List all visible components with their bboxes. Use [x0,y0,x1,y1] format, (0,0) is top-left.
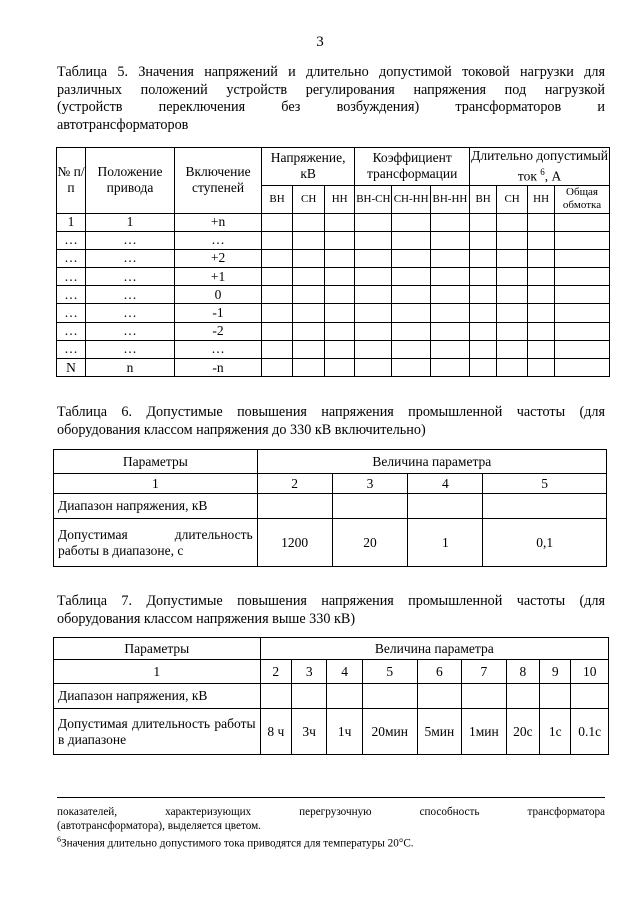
t7-num-9: 9 [540,660,571,684]
sub-nn: НН [325,185,355,213]
t6-dur-2: 1200 [257,519,332,567]
empty-cell [325,249,355,267]
empty-cell [325,304,355,322]
header-position: Положение привода [85,148,174,214]
t7-row-range: Диапазон напряжения, кВ [54,684,261,709]
empty-cell [470,304,497,322]
t7-dur-9: 1с [540,709,571,755]
empty-cell [528,340,555,358]
t7-num-3: 3 [291,660,326,684]
t6-num-5: 5 [483,474,607,494]
empty-cell [555,304,610,322]
empty-cell [260,684,291,709]
empty-cell [293,231,325,249]
empty-cell [325,268,355,286]
empty-cell [293,359,325,377]
row-position: … [85,231,174,249]
empty-cell [528,286,555,304]
empty-cell [392,268,430,286]
t7-num-6: 6 [417,660,462,684]
sub-sn: СН [293,185,325,213]
sub-vn-nn: ВН-НН [430,185,469,213]
row-position: … [85,268,174,286]
table7 [53,637,609,755]
empty-cell [392,304,430,322]
empty-cell [355,286,392,304]
empty-cell [555,249,610,267]
empty-cell [497,304,528,322]
row-step: -n [175,359,262,377]
empty-cell [262,249,293,267]
row-position: … [85,249,174,267]
empty-cell [392,359,430,377]
empty-cell [528,322,555,340]
row-position: … [85,322,174,340]
t7-header-value: Величина параметра [260,638,608,660]
empty-cell [470,340,497,358]
empty-cell [325,286,355,304]
sub-vn-sn: ВН-СН [355,185,392,213]
empty-cell [430,231,469,249]
t6-header-value: Величина параметра [257,450,606,474]
sub-vn-current: ВН [470,185,497,213]
row-step: … [175,340,262,358]
t7-num-8: 8 [506,660,539,684]
sub-total-winding: Общая обмотка [555,185,610,213]
empty-cell [325,231,355,249]
footnote-6: $^6$Значения длительно допустимого тока приводятся для температуры 20°С. [57,835,414,850]
empty-cell [528,231,555,249]
t6-dur-3: 20 [332,519,408,567]
empty-cell [293,340,325,358]
table-row [57,286,610,304]
empty-cell [392,340,430,358]
row-no: N [57,359,86,377]
t6-num-2: 2 [257,474,332,494]
row-no: … [57,304,86,322]
empty-cell [497,249,528,267]
empty-cell [327,684,362,709]
t7-num-10: 10 [571,660,609,684]
empty-cell [417,684,462,709]
empty-cell [470,322,497,340]
empty-cell [362,684,417,709]
empty-cell [262,359,293,377]
empty-cell [470,231,497,249]
empty-cell [497,231,528,249]
row-no: 1 [57,213,86,231]
empty-cell [555,268,610,286]
row-step: -2 [175,322,262,340]
empty-cell [355,304,392,322]
empty-cell [293,213,325,231]
empty-cell [262,231,293,249]
row-no: … [57,322,86,340]
row-no: … [57,286,86,304]
t6-row-range: Диапазон напряжения, кВ [54,494,258,519]
footnote-rule [57,797,605,798]
empty-cell [355,213,392,231]
empty-cell [528,213,555,231]
empty-cell [470,286,497,304]
row-no: … [57,340,86,358]
row-step: +n [175,213,262,231]
empty-cell [462,684,507,709]
header-steps: Включение ступеней [175,148,262,214]
empty-cell [430,213,469,231]
empty-cell [291,684,326,709]
empty-cell [262,322,293,340]
empty-cell [430,249,469,267]
empty-cell [497,286,528,304]
empty-cell [497,268,528,286]
empty-cell [392,213,430,231]
t7-num-1: 1 [54,660,261,684]
empty-cell [555,359,610,377]
empty-cell [470,268,497,286]
empty-cell [392,231,430,249]
empty-cell [555,231,610,249]
table5-caption: Таблица 5. Значения напряжений и длительно допустимой токовой нагрузки для различных положений устройств регулирования напряжения под нагрузкой (устройств переключения без возбуждения) трансформаторов и автотрансформаторов [57,64,605,133]
empty-cell [555,213,610,231]
empty-cell [497,213,528,231]
empty-cell [506,684,539,709]
table5 [56,147,610,377]
empty-cell [497,340,528,358]
t7-num-4: 4 [327,660,362,684]
table-row [57,268,610,286]
row-no: … [57,268,86,286]
row-no: … [57,249,86,267]
table-row [57,213,610,231]
table-row [57,231,610,249]
t7-dur-5: 20мин [362,709,417,755]
empty-cell [262,213,293,231]
empty-cell [528,359,555,377]
empty-cell [262,286,293,304]
row-step: … [175,231,262,249]
table6 [53,449,607,567]
t7-dur-6: 5мин [417,709,462,755]
t7-num-5: 5 [362,660,417,684]
empty-cell [430,322,469,340]
t7-row-duration: Допустимая длительность работы в диапазоне [54,709,261,755]
empty-cell [392,322,430,340]
header-current: Длительно допустимый ток $^6$, А [471,148,608,184]
row-position: n [85,359,174,377]
empty-cell [355,249,392,267]
table7-caption: Таблица 7. Допустимые повышения напряжения промышленной частоты (для оборудования классом напряжения выше 330 кВ) [57,593,605,627]
t7-dur-8: 20с [506,709,539,755]
row-position: … [85,286,174,304]
row-step: +2 [175,249,262,267]
t6-dur-4: 1 [408,519,483,567]
empty-cell [392,286,430,304]
empty-cell [293,268,325,286]
empty-cell [325,322,355,340]
empty-cell [293,304,325,322]
t7-dur-4: 1ч [327,709,362,755]
t6-header-params: Параметры [54,450,258,474]
empty-cell [430,359,469,377]
row-step: 0 [175,286,262,304]
sub-sn-nn: СН-НН [392,185,430,213]
row-position: … [85,304,174,322]
t6-num-3: 3 [332,474,408,494]
sub-nn-current: НН [528,185,555,213]
sub-sn-current: СН [497,185,528,213]
table-row [57,340,610,358]
row-no: … [57,231,86,249]
row-position: 1 [85,213,174,231]
t7-dur-3: 3ч [291,709,326,755]
empty-cell [293,286,325,304]
empty-cell [528,249,555,267]
empty-cell [555,286,610,304]
t7-num-7: 7 [462,660,507,684]
empty-cell [325,359,355,377]
row-position: … [85,340,174,358]
empty-cell [497,322,528,340]
row-step: -1 [175,304,262,322]
empty-cell [430,304,469,322]
empty-cell [470,213,497,231]
t7-dur-2: 8 ч [260,709,291,755]
t6-num-1: 1 [54,474,258,494]
empty-cell [571,684,609,709]
empty-cell [262,340,293,358]
sub-vn: ВН [262,185,293,213]
empty-cell [325,213,355,231]
empty-cell [528,268,555,286]
empty-cell [430,340,469,358]
empty-cell [497,359,528,377]
table-row [57,359,610,377]
t7-header-params: Параметры [54,638,261,660]
empty-cell [430,268,469,286]
empty-cell [355,322,392,340]
empty-cell [355,340,392,358]
row-step: +1 [175,268,262,286]
t6-row-duration: Допустимая длительность работы в диапазоне, с [54,519,258,567]
empty-cell [293,249,325,267]
empty-cell [540,684,571,709]
empty-cell [262,304,293,322]
empty-cell [325,340,355,358]
empty-cell [555,322,610,340]
table-row [57,304,610,322]
empty-cell [355,231,392,249]
empty-cell [470,359,497,377]
footnotes [57,805,605,851]
empty-cell [430,286,469,304]
empty-cell [555,340,610,358]
empty-cell [293,322,325,340]
header-no: № п/п [57,148,86,214]
header-voltage: Напряжение, кВ [262,148,355,186]
t7-dur-7: 1мин [462,709,507,755]
footnote-line-2: (автотрансформатора), выделяется цветом. [57,820,261,832]
t6-dur-5: 0,1 [483,519,607,567]
empty-cell [392,249,430,267]
table6-caption: Таблица 6. Допустимые повышения напряжения промышленной частоты (для оборудования классом напряжения до 330 кВ включительно) [57,404,605,438]
table-row [57,322,610,340]
empty-cell [470,249,497,267]
empty-cell [262,268,293,286]
t7-num-2: 2 [260,660,291,684]
empty-cell [355,359,392,377]
empty-cell [355,268,392,286]
page-number: 3 [316,34,324,50]
t7-dur-10: 0.1с [571,709,609,755]
header-ratio: Коэффициент трансформации [355,148,470,186]
t6-num-4: 4 [408,474,483,494]
footnote-line-1: показателей, характеризующих перегрузочную способность трансформатора [57,806,605,818]
table-row [57,249,610,267]
empty-cell [528,304,555,322]
